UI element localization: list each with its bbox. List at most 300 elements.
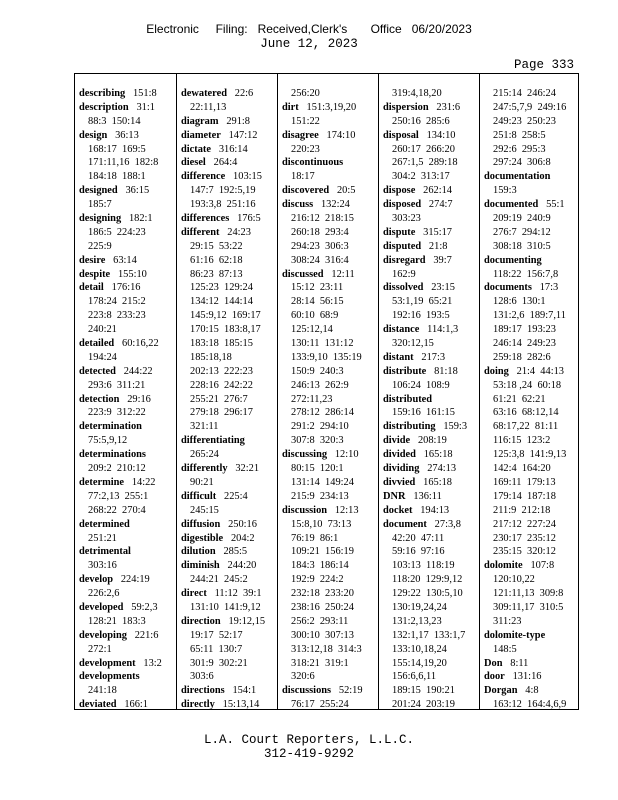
index-line [79, 462, 176, 476]
index-references: 183:18 185:15 [190, 338, 253, 350]
index-references: 247:5,7,9 249:16 [493, 101, 567, 113]
index-references: 128:21 183:3 [88, 615, 146, 627]
index-references: 133:9,10 135:19 [291, 351, 362, 363]
index-term: Don [484, 657, 503, 669]
index-references: 88:3 150:14 [88, 115, 141, 127]
index-references: 184:18 188:1 [88, 171, 146, 183]
index-references: 228:16 242:22 [190, 379, 253, 391]
index-references: 61:21 62:21 [493, 393, 546, 405]
index-line [181, 643, 277, 657]
index-references: 27:3,8 [434, 518, 461, 530]
index-line [383, 532, 479, 546]
index-references: 151:8 [132, 88, 157, 99]
index-references: 179:14 187:18 [493, 490, 556, 502]
index-term: docket [383, 504, 413, 516]
index-line [383, 545, 479, 559]
index-line [484, 698, 579, 712]
index-references: 220:23 [291, 143, 320, 155]
index-line [79, 87, 176, 101]
index-references: 303:6 [190, 671, 214, 683]
index-references: 221:6 [134, 629, 159, 641]
index-line [181, 434, 277, 448]
index-references: 107:8 [530, 560, 555, 572]
index-references: 53:18 ,24 60:18 [493, 379, 562, 391]
index-references: 21:4 44:13 [516, 365, 564, 377]
index-references: 12:10 [334, 449, 359, 461]
index-references: 255:21 276:7 [190, 393, 248, 405]
index-line [79, 268, 176, 282]
index-references: 12:13 [334, 504, 359, 516]
index-references: 19:12,15 [228, 615, 266, 627]
index-references: 130:11 131:12 [291, 338, 354, 350]
index-line [282, 295, 378, 309]
index-line [484, 365, 579, 379]
index-term: detrimental [79, 546, 131, 558]
index-line [181, 198, 277, 212]
index-references: 241:18 [88, 685, 117, 697]
index-references: 244:22 [123, 365, 153, 377]
index-references: 59:2,3 [131, 601, 158, 613]
index-term: dissolved [383, 282, 424, 294]
index-line [383, 309, 479, 323]
index-term: determine [79, 476, 125, 488]
index-references: 169:11 179:13 [493, 476, 556, 488]
index-term: determined [79, 518, 130, 530]
index-references: 185:7 [88, 199, 112, 211]
index-references: 155:14,19,20 [392, 657, 447, 669]
index-term: developing [79, 629, 127, 641]
index-line [181, 337, 277, 351]
index-references: 209:19 240:9 [493, 213, 551, 225]
index-line [79, 670, 176, 684]
index-references: 132:24 [320, 199, 350, 211]
index-term: disposal [383, 129, 419, 141]
index-line [181, 212, 277, 226]
index-references: 217:12 227:24 [493, 518, 556, 530]
index-line [79, 698, 176, 712]
index-references: 215:9 234:13 [291, 490, 349, 502]
index-references: 61:16 62:18 [190, 254, 243, 266]
index-line [383, 115, 479, 129]
index-line [383, 156, 479, 170]
index-table [74, 73, 579, 710]
index-references: 118:22 156:7,8 [493, 268, 559, 280]
index-references: 68:17,22 81:11 [493, 421, 559, 433]
index-line [282, 129, 378, 143]
index-references: 15:8,10 73:13 [291, 518, 352, 530]
index-term: diesel [181, 157, 206, 169]
index-line [79, 365, 176, 379]
index-line [383, 684, 479, 698]
index-references: 292:6 295:3 [493, 143, 546, 155]
index-references: 134:12 144:14 [190, 296, 253, 308]
index-line [383, 379, 479, 393]
court-reporter-name: L.A. Court Reporters, L.L.C. [203, 733, 415, 747]
index-references: 244:20 [227, 560, 257, 572]
index-references: 130:19,24,24 [392, 601, 447, 613]
index-line [79, 184, 176, 198]
index-references: 215:14 246:24 [493, 88, 556, 99]
index-references: 311:23 [493, 615, 522, 627]
index-references: 22:11,13 [190, 101, 227, 113]
index-references: 133:10,18,24 [392, 643, 447, 655]
index-references: 244:21 245:2 [190, 574, 248, 586]
index-line [181, 101, 277, 115]
index-line [181, 240, 277, 254]
index-references: 303:16 [88, 560, 117, 572]
index-line [282, 323, 378, 337]
index-term: developments [79, 671, 140, 683]
index-line [484, 629, 579, 643]
index-term: detailed [79, 338, 115, 350]
index-term: detected [79, 365, 116, 377]
index-line [181, 323, 277, 337]
index-term: dispute [383, 226, 416, 238]
index-line [79, 573, 176, 587]
index-references: 75:5,9,12 [88, 435, 128, 447]
index-line [484, 518, 579, 532]
index-line [484, 184, 579, 198]
index-line [282, 559, 378, 573]
court-reporter-phone: 312-419-9292 [263, 747, 354, 761]
index-line [79, 240, 176, 254]
index-references: 226:2,6 [88, 588, 120, 600]
index-term: distributing [383, 421, 436, 433]
index-references: 131:16 [512, 671, 542, 683]
index-term: discussion [282, 504, 328, 516]
index-column-2 [176, 74, 277, 709]
index-references: 14:22 [131, 476, 156, 488]
index-line [484, 532, 579, 546]
index-line [484, 504, 579, 518]
index-line [484, 268, 579, 282]
index-references: 249:23 250:23 [493, 115, 556, 127]
index-references: 155:10 [117, 268, 147, 280]
index-references: 245:15 [190, 504, 219, 516]
index-term: directly [181, 699, 215, 711]
index-line [79, 684, 176, 698]
index-references: 193:3,8 251:16 [190, 199, 256, 211]
index-term: description [79, 101, 129, 113]
index-term: distributed [383, 393, 433, 405]
index-references: 208:19 [417, 435, 447, 447]
index-term: despite [79, 268, 111, 280]
index-references: 189:17 193:23 [493, 324, 556, 336]
index-references: 184:3 186:14 [291, 560, 349, 572]
index-references: 22:6 [234, 88, 254, 99]
index-term: disregard [383, 254, 426, 266]
index-line [484, 462, 579, 476]
index-references: 159:3 [493, 185, 517, 197]
index-references: 256:20 [291, 88, 320, 99]
index-references: 251:21 [88, 532, 117, 544]
index-references: 189:15 190:21 [392, 685, 455, 697]
index-references: 125:23 129:24 [190, 282, 253, 294]
index-line [282, 587, 378, 601]
index-references: 201:24 203:19 [392, 699, 455, 711]
index-line [282, 170, 378, 184]
index-line [484, 615, 579, 629]
index-line [484, 490, 579, 504]
index-references: 272:11,23 [291, 393, 333, 405]
index-line [484, 393, 579, 407]
index-references: 320:6 [291, 671, 315, 683]
index-line [383, 643, 479, 657]
index-line [383, 462, 479, 476]
index-term: diagram [181, 115, 219, 127]
index-line [282, 268, 378, 282]
index-term: differences [181, 213, 230, 225]
index-term: distance [383, 324, 420, 336]
index-references: 268:22 270:4 [88, 504, 146, 516]
index-references: 103:15 [233, 171, 262, 183]
index-references: 309:11,17 310:5 [493, 601, 564, 613]
index-line [383, 657, 479, 671]
index-references: 154:1 [232, 685, 257, 697]
index-references: 260:18 293:4 [291, 226, 349, 238]
index-line [181, 309, 277, 323]
index-line [181, 490, 277, 504]
index-references: 250:16 [228, 518, 257, 530]
index-term: develop [79, 574, 114, 586]
index-line [181, 281, 277, 295]
index-references: 224:19 [120, 574, 150, 586]
index-line [181, 670, 277, 684]
index-references: 19:17 52:17 [190, 629, 243, 641]
index-references: 267:1,5 289:18 [392, 157, 458, 169]
index-references: 319:4,18,20 [392, 88, 442, 99]
index-line [383, 170, 479, 184]
index-term: disputed [383, 240, 422, 252]
index-term: dolomite [484, 560, 523, 572]
index-line [383, 587, 479, 601]
index-line [282, 226, 378, 240]
index-line [282, 337, 378, 351]
index-term: diffusion [181, 518, 221, 530]
index-term: digestible [181, 532, 224, 544]
index-line [383, 504, 479, 518]
index-references: 204:2 [230, 532, 255, 544]
index-line [79, 434, 176, 448]
index-line [79, 281, 176, 295]
index-line [181, 156, 277, 170]
index-references: 194:13 [420, 504, 450, 516]
index-references: 307:8 320:3 [291, 435, 344, 447]
index-line [383, 337, 479, 351]
index-line [181, 629, 277, 643]
index-line [181, 393, 277, 407]
index-line [282, 198, 378, 212]
index-line [181, 184, 277, 198]
index-line [79, 309, 176, 323]
index-line [282, 143, 378, 157]
index-references: 148:5 [493, 643, 517, 655]
index-line [79, 101, 176, 115]
index-references: 231:6 [436, 101, 461, 113]
index-references: 131:14 149:24 [291, 476, 354, 488]
index-line [79, 323, 176, 337]
index-line [282, 393, 378, 407]
index-term: development [79, 657, 136, 669]
index-references: 147:7 192:5,19 [190, 185, 256, 197]
index-line [282, 670, 378, 684]
index-line [181, 476, 277, 490]
index-line [181, 268, 277, 282]
index-references: 147:12 [228, 129, 258, 141]
index-line [79, 420, 176, 434]
index-references: 13:2 [143, 657, 162, 669]
index-term: documented [484, 199, 539, 211]
index-references: 202:13 222:23 [190, 365, 253, 377]
index-term: discussing [282, 449, 328, 461]
index-line [484, 379, 579, 393]
index-references: 121:11,13 309:8 [493, 588, 564, 600]
index-references: 109:21 156:19 [291, 546, 354, 558]
index-references: 28:14 56:15 [291, 296, 344, 308]
index-line [181, 504, 277, 518]
index-line [181, 601, 277, 615]
index-line [79, 254, 176, 268]
index-line [79, 476, 176, 490]
index-line [79, 143, 176, 157]
index-line [282, 406, 378, 420]
index-references: 128:6 130:1 [493, 296, 546, 308]
index-references: 90:21 [190, 476, 214, 488]
index-term: discontinuous [282, 157, 344, 169]
index-line [484, 281, 579, 295]
index-references: 176:16 [111, 282, 141, 294]
index-references: 60:16,22 [122, 338, 159, 350]
index-term: difference [181, 171, 226, 183]
index-line [383, 226, 479, 240]
index-term: differently [181, 463, 228, 475]
index-references: 80:15 120:1 [291, 463, 344, 475]
index-line [484, 226, 579, 240]
index-line [79, 643, 176, 657]
index-references: 59:16 97:16 [392, 546, 445, 558]
index-line [79, 156, 176, 170]
index-line [282, 87, 378, 101]
index-term: different [181, 226, 220, 238]
index-term: designing [79, 213, 122, 225]
index-references: 238:16 250:24 [291, 601, 354, 613]
index-line [484, 684, 579, 698]
index-references: 174:10 [326, 129, 356, 141]
index-column-3 [277, 74, 378, 709]
index-references: 129:22 130:5,10 [392, 588, 463, 600]
index-line [383, 365, 479, 379]
index-line [383, 434, 479, 448]
index-term: distribute [383, 365, 427, 377]
index-term: determinations [79, 449, 146, 461]
index-references: 318:21 319:1 [291, 657, 349, 669]
index-line [282, 115, 378, 129]
index-line [484, 657, 579, 671]
index-line [181, 462, 277, 476]
index-line [484, 670, 579, 684]
index-references: 304:2 313:17 [392, 171, 450, 183]
index-term: detail [79, 282, 104, 294]
index-term: discuss [282, 199, 314, 211]
index-line [383, 698, 479, 712]
index-references: 240:21 [88, 324, 117, 336]
index-references: 31:1 [136, 101, 155, 113]
index-line [383, 351, 479, 365]
index-term: documents [484, 282, 532, 294]
index-references: 251:8 258:5 [493, 129, 546, 141]
index-line [181, 518, 277, 532]
index-line [484, 143, 579, 157]
index-references: 303:23 [392, 213, 421, 225]
index-line [383, 420, 479, 434]
index-line [484, 170, 579, 184]
index-term: Dorgan [484, 685, 518, 697]
index-references: 142:4 164:20 [493, 463, 551, 475]
index-references: 316:14 [218, 143, 248, 155]
index-term: divided [383, 449, 416, 461]
index-references: 116:15 123:2 [493, 435, 551, 447]
index-references: 259:18 282:6 [493, 351, 551, 363]
index-line [282, 573, 378, 587]
index-references: 246:14 249:23 [493, 338, 556, 350]
index-term: design [79, 129, 108, 141]
index-references: 285:5 [223, 546, 248, 558]
index-line [383, 323, 479, 337]
index-references: 29:16 [127, 393, 151, 405]
index-term: discovered [282, 185, 330, 197]
index-references: 163:12 164:4,6,9 [493, 699, 567, 711]
index-line [79, 629, 176, 643]
index-line [79, 532, 176, 546]
index-references: 42:20 47:11 [392, 532, 445, 544]
index-references: 24:23 [227, 226, 251, 238]
index-references: 185:18,18 [190, 351, 232, 363]
index-references: 23:15 [431, 282, 455, 294]
index-line [484, 351, 579, 365]
index-references: 223:8 233:23 [88, 310, 146, 322]
index-term: direction [181, 615, 221, 627]
index-references: 315:17 [423, 226, 453, 238]
index-line [79, 226, 176, 240]
index-term: developed [79, 601, 124, 613]
index-line [282, 184, 378, 198]
index-references: 4:8 [525, 685, 539, 697]
index-line [282, 254, 378, 268]
index-term: diameter [181, 129, 221, 141]
index-line [383, 240, 479, 254]
index-line [383, 198, 479, 212]
index-references: 250:16 285:6 [392, 115, 450, 127]
index-line [282, 379, 378, 393]
index-line [383, 448, 479, 462]
index-references: 15:12 23:11 [291, 282, 344, 294]
index-line [383, 129, 479, 143]
index-line [181, 143, 277, 157]
index-line [282, 420, 378, 434]
index-line [484, 198, 579, 212]
index-term: dilution [181, 546, 216, 558]
index-column-5 [479, 74, 579, 709]
index-references: 168:17 169:5 [88, 143, 146, 155]
index-references: 8:11 [510, 657, 529, 669]
index-references: 232:18 233:20 [291, 588, 354, 600]
index-term: documenting [484, 254, 542, 266]
index-line [282, 684, 378, 698]
index-term: dispersion [383, 101, 429, 113]
index-line [79, 351, 176, 365]
index-line [383, 559, 479, 573]
index-references: 223:9 312:22 [88, 407, 146, 419]
